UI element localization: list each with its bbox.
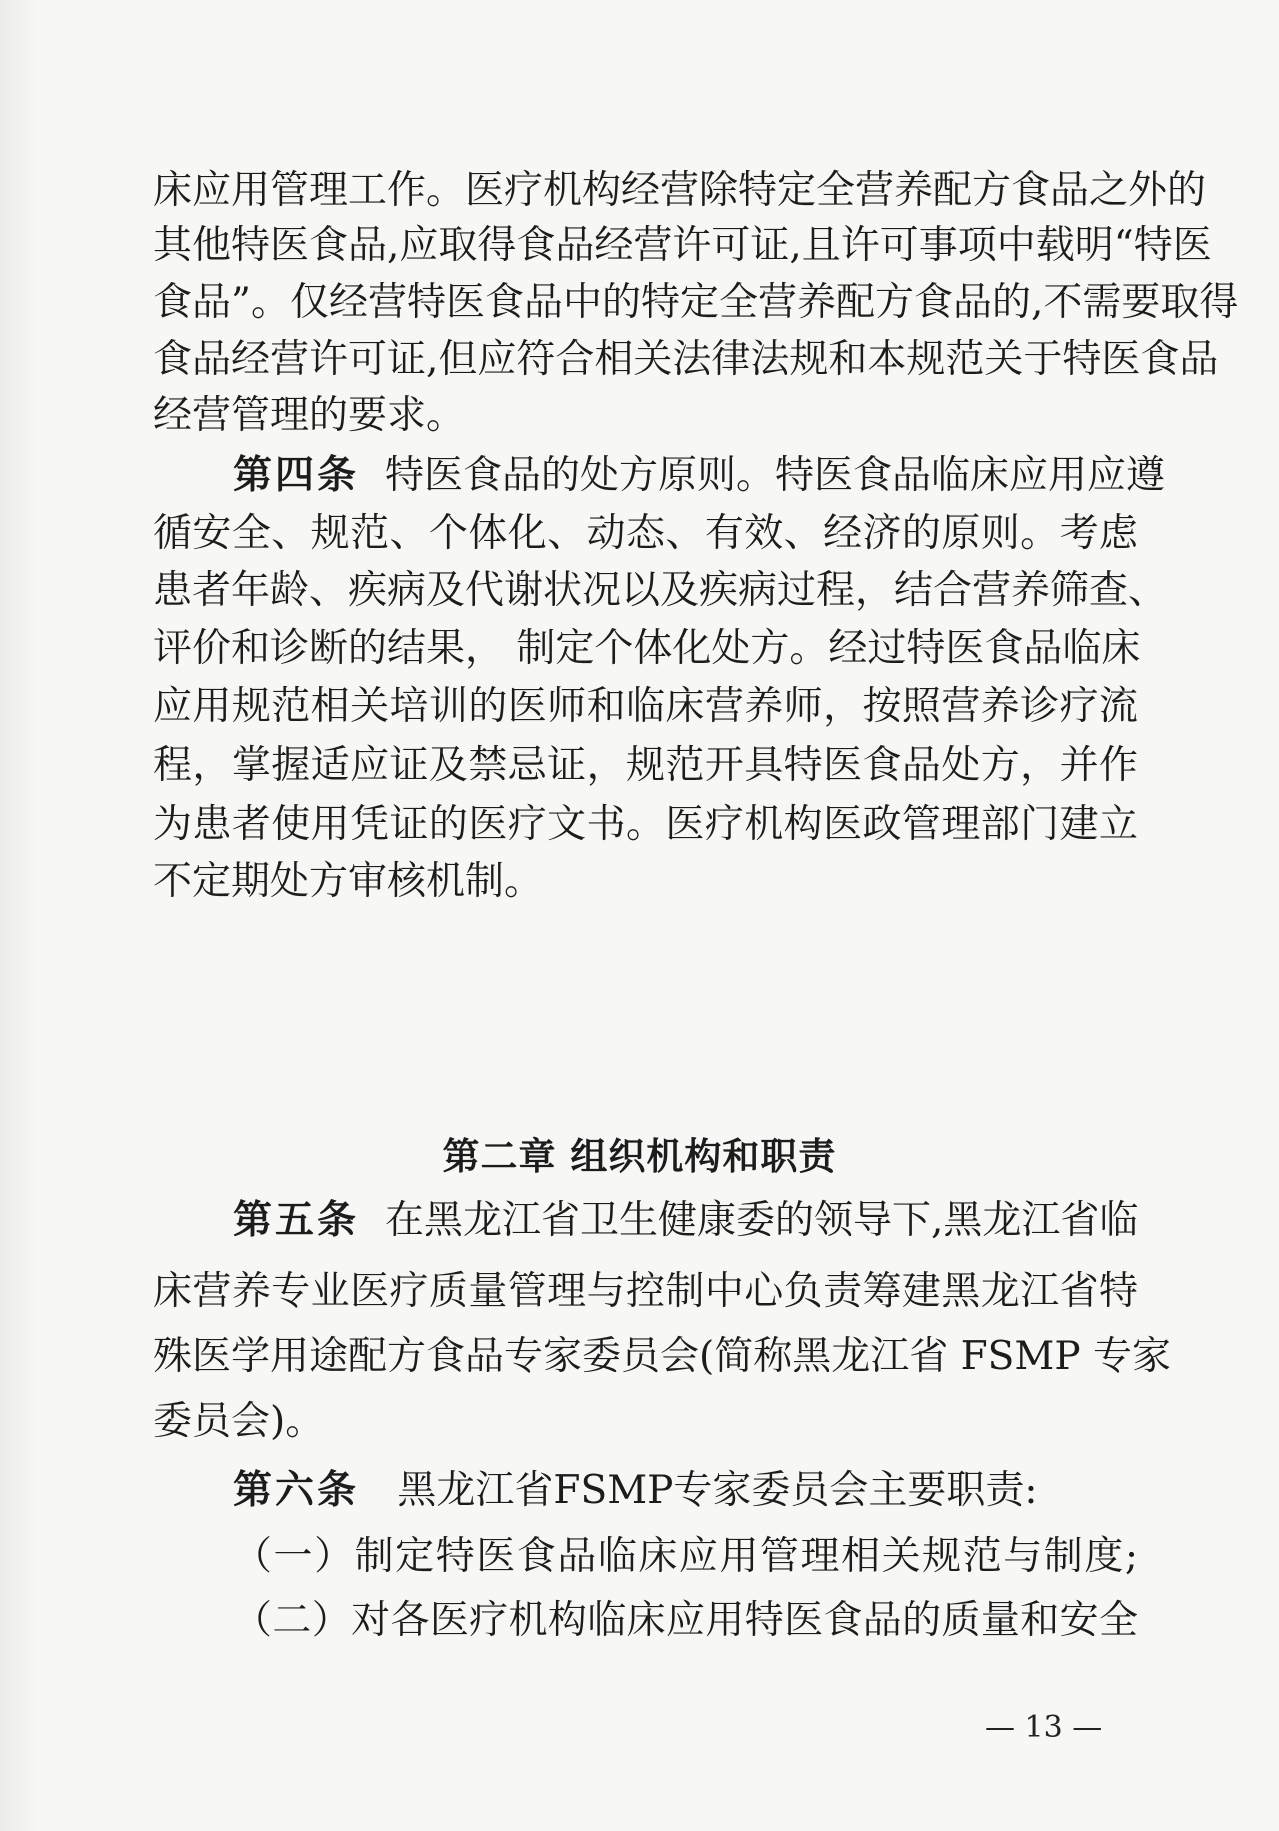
body-line: 床应用管理工作。医疗机构经营除特定全营养配方食品之外的 [153,168,1207,213]
body-line: 评价和诊断的结果， 制定个体化处方。经过特医食品临床 [153,626,1141,671]
body-line: 特医食品的处方原则。特医食品临床应用应遵 [385,453,1166,498]
body-line: 为患者使用凭证的医疗文书。医疗机构医政管理部门建立 [153,802,1138,847]
body-line: 经营管理的要求。 [153,393,466,438]
article-5-label: 第五条 [233,1198,360,1243]
body-line: 循安全、规范、个体化、动态、有效、经济的原则。考虑 [153,511,1138,556]
article-4-label: 第四条 [233,453,360,498]
page-number: — 13 — [985,1710,1103,1745]
body-line: 程，掌握适应证及禁忌证，规范开具特医食品处方，并作 [153,743,1138,788]
body-line: 应用规范相关培训的医师和临床营养师，按照营养诊疗流 [153,684,1138,729]
scan-edge-shadow [0,0,40,1831]
body-line: 食品经营许可证,但应符合相关法律法规和本规范关于特医食品 [153,337,1219,382]
list-item: （一）制定特医食品临床应用管理相关规范与制度; [233,1534,1138,1579]
body-line: 黑龙江省FSMP专家委员会主要职责: [397,1468,1038,1513]
article-4-first-line [233,446,1166,506]
body-line: 床营养专业医疗质量管理与控制中心负责筹建黑龙江省特 [153,1269,1138,1314]
body-line: 其他特医食品,应取得食品经营许可证,且许可事项中载明“特医 [153,223,1212,268]
body-line: 在黑龙江省卫生健康委的领导下,黑龙江省临 [385,1198,1139,1243]
body-line: 不定期处方审核机制。 [153,859,544,904]
body-line: 殊医学用途配方食品专家委员会(简称黑龙江省 FSMP 专家 [153,1334,1171,1379]
body-line: 患者年龄、疾病及代谢状况以及疾病过程，结合营养筛查、 [153,568,1168,613]
article-6-label: 第六条 [233,1468,360,1513]
article-5-first-line [233,1191,1138,1251]
body-line: 委员会)。 [153,1399,325,1444]
list-item: （二）对各医疗机构临床应用特医食品的质量和安全 [233,1598,1138,1643]
body-line: 食品”。仅经营特医食品中的特定全营养配方食品的,不需要取得 [153,280,1239,325]
article-6-first-line [233,1461,1038,1521]
chapter-heading: 第二章 组织机构和职责 [442,1135,837,1178]
